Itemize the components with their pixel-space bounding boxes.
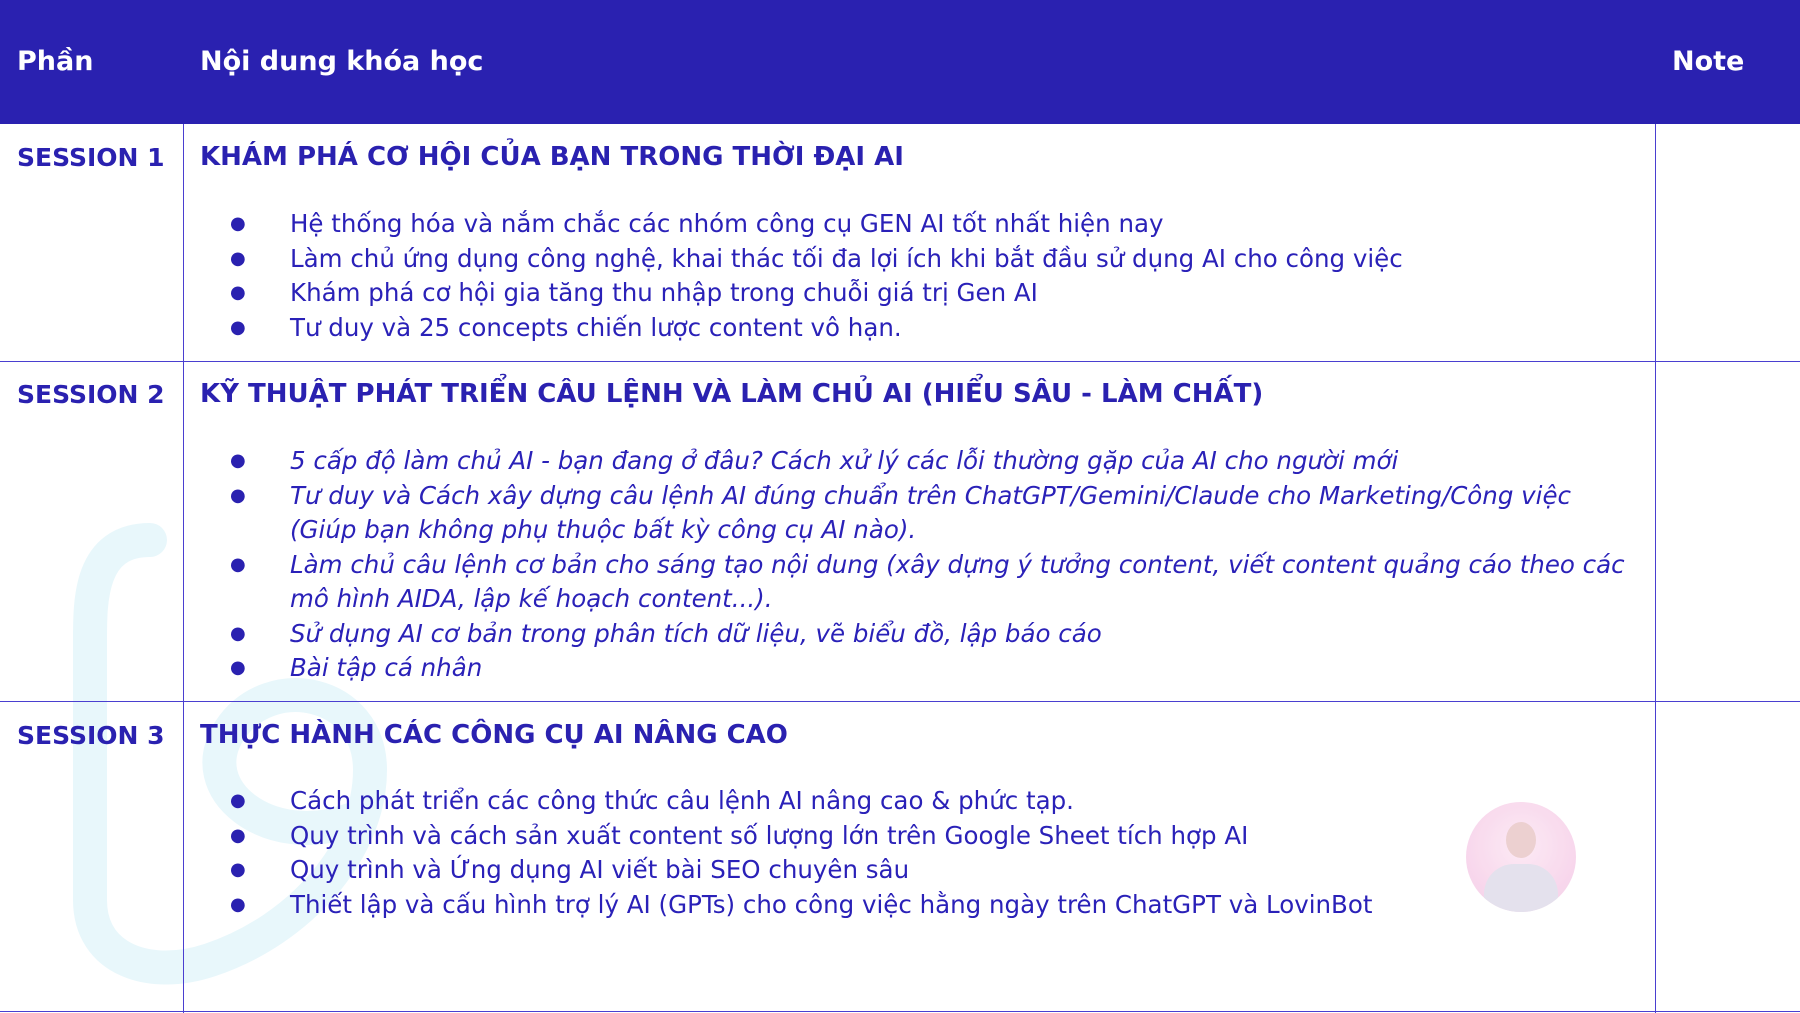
list-item: ● Tư duy và 25 concepts chiến lược content vô hạn. (200, 311, 1630, 346)
session-3-title: THỰC HÀNH CÁC CÔNG CỤ AI NÂNG CAO (200, 720, 788, 750)
list-item: ● Sử dụng AI cơ bản trong phân tích dữ liệu, vẽ biểu đồ, lập báo cáo (200, 617, 1630, 652)
column-divider-2 (1655, 124, 1656, 1013)
list-item: ● Thiết lập và cấu hình trợ lý AI (GPTs) cho công việc hằng ngày trên ChatGPT và LovinBot (200, 888, 1630, 923)
list-item: ● Hệ thống hóa và nắm chắc các nhóm công cụ GEN AI tốt nhất hiện nay (200, 207, 1630, 242)
header-part: Phần (17, 46, 94, 77)
list-item: ● Làm chủ câu lệnh cơ bản cho sáng tạo nội dung (xây dựng ý tưởng content, viết content quảng cáo theo các mô hình AIDA, lập kế hoạch content...). (200, 548, 1630, 617)
list-item: ● Quy trình và cách sản xuất content số lượng lớn trên Google Sheet tích hợp AI (200, 819, 1630, 854)
session-1-list (200, 207, 1630, 345)
list-item: ● Khám phá cơ hội gia tăng thu nhập trong chuỗi giá trị Gen AI (200, 276, 1630, 311)
row-divider-2 (0, 701, 1800, 702)
session-2-label: SESSION 2 (17, 380, 165, 409)
session-1-label: SESSION 1 (17, 143, 165, 172)
list-item: ● Bài tập cá nhân (200, 651, 1630, 686)
session-2-title: KỸ THUẬT PHÁT TRIỂN CÂU LỆNH VÀ LÀM CHỦ AI (HIỂU SÂU - LÀM CHẤT) (200, 379, 1264, 409)
session-3-label: SESSION 3 (17, 721, 165, 750)
list-item: ● Quy trình và Ứng dụng AI viết bài SEO chuyên sâu (200, 853, 1630, 888)
row-divider-1 (0, 361, 1800, 362)
list-item: ● Tư duy và Cách xây dựng câu lệnh AI đúng chuẩn trên ChatGPT/Gemini/Claude cho Marketing/Công việc (Giúp bạn không phụ thuộc bất kỳ công cụ AI nào). (200, 479, 1630, 548)
avatar (1466, 802, 1576, 912)
table-header (0, 0, 1800, 124)
list-item: ● Làm chủ ứng dụng công nghệ, khai thác tối đa lợi ích khi bắt đầu sử dụng AI cho công việc (200, 242, 1630, 277)
header-note: Note (1672, 46, 1745, 77)
session-2-list (200, 444, 1630, 686)
list-item: ● 5 cấp độ làm chủ AI - bạn đang ở đâu? Cách xử lý các lỗi thường gặp của AI cho người mới (200, 444, 1630, 479)
column-divider-1 (183, 124, 184, 1013)
session-3-list (200, 784, 1630, 922)
header-content: Nội dung khóa học (200, 46, 484, 77)
session-1-title: KHÁM PHÁ CƠ HỘI CỦA BẠN TRONG THỜI ĐẠI AI (200, 142, 904, 172)
row-divider-3 (0, 1011, 1800, 1012)
list-item: ● Cách phát triển các công thức câu lệnh AI nâng cao & phức tạp. (200, 784, 1630, 819)
